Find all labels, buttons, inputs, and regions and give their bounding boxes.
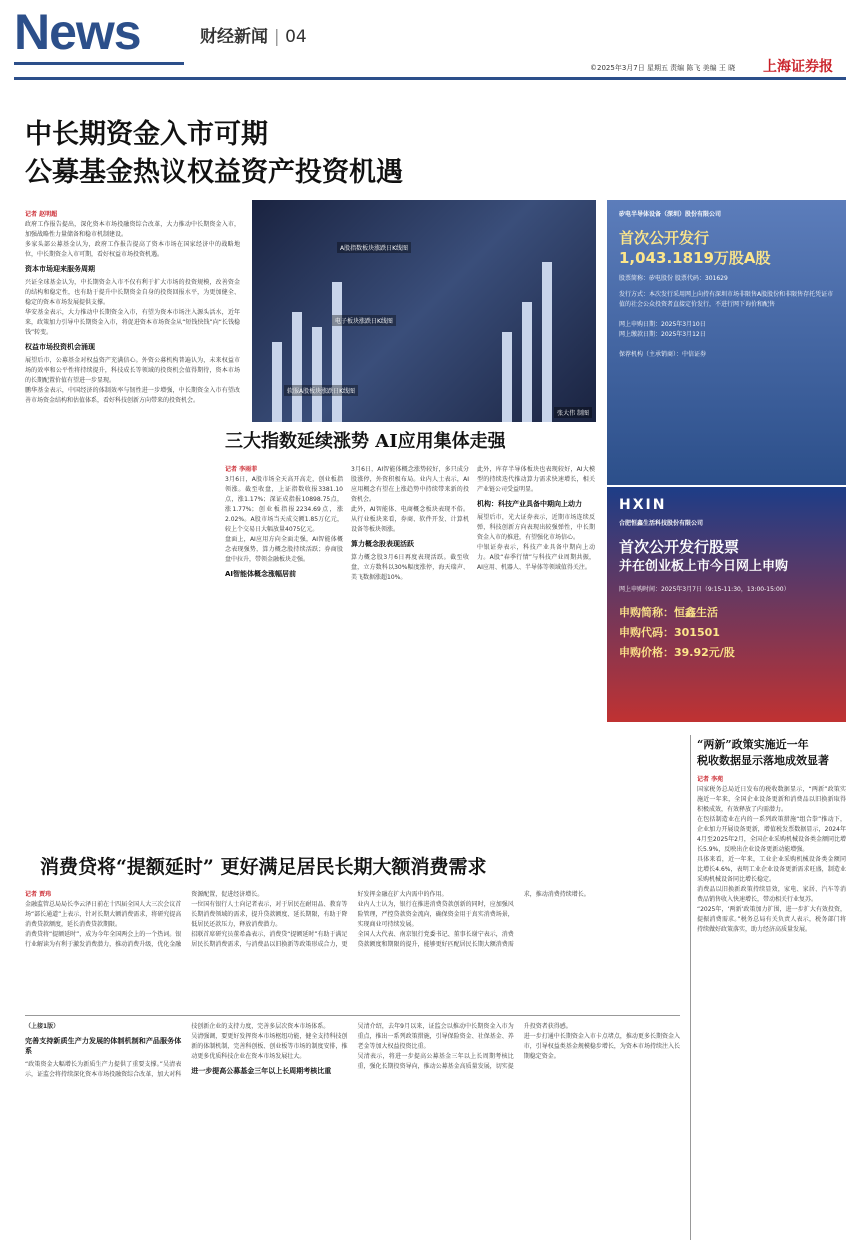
lead-story-body xyxy=(25,210,240,830)
ad-date: 网上缴款日期：2025年3月12日 xyxy=(619,331,706,338)
center-paragraph: 盘面上，AI应用方向全面走强，AI智能体概念表现强势，算力概念股持续活跃；券商股盘中拉升，带领金融板块走强。 xyxy=(225,536,343,563)
ad-issuer: 矽电半导体设备（深圳）股份有限公司 xyxy=(619,211,722,218)
bottom-label: （上接1版） xyxy=(25,1023,60,1030)
center-subhead: 算力概念股表现活跃 xyxy=(351,540,414,548)
section-divider xyxy=(25,1015,680,1016)
ad-date: 网上申购日期：2025年3月10日 xyxy=(619,321,706,328)
right-byline: 记者 李苑 xyxy=(697,776,724,783)
right-headline-line2: 税收数据显示落地成效显著 xyxy=(697,754,829,767)
lead-paragraph: 多家头部公募基金认为，政府工作报告提高了资本市场在国家经济中的战略地位，中长期资金入市可期，看好权益市场投资机遇。 xyxy=(25,241,240,258)
ad-issuer: 合肥恒鑫生活科技股份有限公司 xyxy=(619,520,704,527)
masthead-logo: News xyxy=(14,4,141,60)
consumer-paragraph: 金融监管总局局长李云泽日前在十四届全国人大三次会议首场“部长通道”上表示，针对长期大额消费需求，将研究提高消费贷款额度，延长消费贷款期限。 xyxy=(25,901,182,928)
consumer-paragraph: 业内人士认为，银行在推进消费贷款创新的同时，应加强风险管理，严控贷款资金流向，确保资金用于真实消费场景，实现商业可持续发展。 xyxy=(357,901,514,928)
ipo-ad-silicon xyxy=(607,200,846,485)
consumer-paragraph: 消费贷将“提额延时”，成为今年全国两会上的一个热词。银行业解读为有利于激发消费潜力，推动消费升级，优化金融资源配置，促进经济增长。 xyxy=(25,891,264,948)
bottom-subhead: 进一步提高公募基金三年以上长周期考核比重 xyxy=(191,1067,332,1075)
ad-price: 申购价格：39.92元/股 xyxy=(619,646,735,659)
date-line: ©2025年3月7日 星期五 责编 陈飞 美编 王 晓 xyxy=(590,64,736,72)
center-paragraph: 此外，AI智能体、电商概念板块表现不俗。从行业板块来看，券商、软件开发、计算机设备等板块领涨。 xyxy=(351,506,469,533)
lead-paragraph: 鹏华基金表示，中国经济的体制效率与韧性进一步增强，中长期资金入市有望改善市场资金结构和估值体系，看好科技创新方向带来的投资机会。 xyxy=(25,387,240,404)
bottom-subhead: 完善支持新质生产力发展的体制机制和产品服务体系 xyxy=(25,1037,182,1055)
center-subhead: 机构：科技产业具备中期向上动力 xyxy=(477,500,582,508)
ad-stock-name: 申购简称：恒鑫生活 xyxy=(619,606,718,619)
center-byline: 记者 李雨菲 xyxy=(225,466,258,473)
center-paragraph: 中银证券表示，科技产业具备中期向上动力。A股“春季行情”与科技产业周期共振，AI应用、机器人、半导体等领域值得关注。 xyxy=(477,544,595,571)
consumer-paragraph: 全国人大代表、南京银行党委书记、董事长谢宁表示，消费贷款额度和期限的提升，能够更好匹配居民长期大额消费需求，推动消费持续增长。 xyxy=(357,891,590,948)
consumer-paragraph: 招联首席研究员董希淼表示，消费贷“提额延时”有助于满足居民长期消费需求，与消费品以旧换新等政策形成合力，更好发挥金融在扩大内需中的作用。 xyxy=(191,891,448,948)
right-headline-line1: “两新”政策实施近一年 xyxy=(697,738,809,751)
bottom-paragraph: 吴清强调，要更好发挥资本市场枢纽功能，健全支持科技创新的体制机制，完善科创板、创业板等市场的制度安排，推动更多优质科技企业在资本市场发展壮大。 xyxy=(191,1033,348,1060)
right-paragraph: 消费品以旧换新政策持续显效，家电、家居、汽车等消费品销售收入快速增长，带动相关行业复苏。 xyxy=(697,886,846,903)
paper-logo: 上海证券报 xyxy=(763,59,833,75)
ad-underwriter: 保荐机构（主承销商）：中信证券 xyxy=(619,351,707,358)
market-graphic xyxy=(252,200,596,422)
ad-offer-line: 首次公开发行 xyxy=(619,229,710,247)
graphic-credit: 张大伟 制图 xyxy=(554,407,592,418)
lead-headline-line1: 中长期资金入市可期 xyxy=(25,119,268,150)
graphic-caption: 软服A股板块涨跌日K线图 xyxy=(284,385,358,396)
right-story-body xyxy=(697,775,846,1240)
center-story-body xyxy=(225,465,595,835)
column-divider xyxy=(690,735,691,1240)
center-paragraph: 展望后市，光大证券表示，近期市场连续反弹，科技创新方向表现出较强弹性，中长期资金入市的推进，有望强化市场信心。 xyxy=(477,514,595,541)
center-paragraph: 此外，库存半导体板块也表现较好，AI大模型的持续迭代推动算力需求快速增长，相关产业链公司受益明显。 xyxy=(477,466,595,493)
lead-subhead: 资本市场迎来服务周期 xyxy=(25,265,95,273)
ad-offer-line: 并在创业板上市今日网上申购 xyxy=(619,559,789,574)
section-title: 财经新闻 | 04 xyxy=(200,27,307,47)
lead-byline: 记者 赵明超 xyxy=(25,211,58,218)
ad-details: 发行方式：本次发行采用网上向持有深圳市场非限售A股股份和非限售存托凭证市值的社会公众投资者直接定价发行，不进行网下询价和配售 xyxy=(619,291,834,308)
ad-offer-line: 1,043.1819万股A股 xyxy=(619,249,771,267)
ad-offer-line: 首次公开发行股票 xyxy=(619,538,740,556)
bottom-paragraph: 进一步打通中长期资金入市卡点堵点，推动更多长期资金入市，引导权益类基金规模稳步增长，为资本市场持续注入长期稳定资金。 xyxy=(523,1033,680,1060)
lead-subhead: 权益市场投资机会涌现 xyxy=(25,343,95,351)
center-paragraph: 3月6日，AI智能体概念涨势较好，多只成分股涨停，外资积极布局。业内人士表示，AI应用概念有望在上涨趋势中持续带来新的投资机会。 xyxy=(351,466,469,503)
consumer-byline: 记者 贾玮 xyxy=(25,891,52,898)
center-paragraph: 3月6日，A股市场全天高开高走，创业板指领涨。截至收盘，上证指数收报3381.10点，涨1.17%；深证成指报10898.75点，涨1.77%；创业板指报2234.69点，涨2.02%。A股市场当天成交额1.85万亿元，较上个交易日大幅放量4075亿元。 xyxy=(225,476,343,533)
bottom-story-body xyxy=(25,1022,680,1242)
right-paragraph: 具体来看，近一年来，工业企业采购机械设备类金额同比增长4.6%，表明工业企业设备更新需求旺盛，制造业采购机械设备同比增长稳定。 xyxy=(697,856,846,883)
right-paragraph: “2025年，‘两新’政策加力扩围，进一步扩大有效投资，提振消费需求。”税务总局有关负责人表示，税务部门将持续做好政策落实，助力经济高质量发展。 xyxy=(697,906,846,933)
bottom-paragraph: “政策资金大幅增长为新质生产力提供了重要支撑。”吴清表示，证监会将持续深化资本市场投融资综合改革，加大对科技创新企业的支持力度，完善多层次资本市场体系。 xyxy=(25,1023,330,1078)
consumer-headline: 消费贷将“提额延时” 更好满足居民长期大额消费需求 xyxy=(40,856,487,878)
ad-date: 网上申购时间：2025年3月7日（9:15-11:30，13:00-15:00） xyxy=(619,586,790,593)
lead-paragraph: 华安基金表示，大力推动中长期资金入市，有望为资本市场注入源头活水，近年来，政策加力引导中长期资金入市，将促进资本市场资金从“短钱快钱”向“长钱稳钱”转变。 xyxy=(25,309,240,336)
graphic-caption: A股指数板块涨跌日K线图 xyxy=(337,242,411,253)
graphic-caption: 电子板块涨跌日K线图 xyxy=(332,315,396,326)
page-number: 04 xyxy=(285,27,307,47)
center-paragraph: 算力概念股3月6日再度表现活跃。截至收盘，立方数科以30%幅度涨停，海天瑞声、美飞数据涨超10%。 xyxy=(351,554,469,581)
ad-brand-logo: HXIN xyxy=(619,497,667,513)
right-paragraph: 国家税务总局近日发布的税收数据显示，“两新”政策实施近一年来，全国企业设备更新和消费品以旧换新取得积极成效，有效释放了内需潜力。 xyxy=(697,786,846,813)
lead-paragraph: 政府工作报告提出，深化资本市场投融资综合改革，大力推动中长期资金入市，加强战略性力量储备和稳市机制建设。 xyxy=(25,221,240,238)
bottom-paragraph: 吴清表示，将进一步提高公募基金三年以上长周期考核比重，强化长期投资导向，推动公募基金高质量发展，切实提升投资者获得感。 xyxy=(357,1023,572,1070)
consumer-paragraph: 一位国有银行人士向记者表示，对于居民在耐用品、教育等长期消费领域的需求，提升贷款额度、延长期限，有助于降低居民还款压力，释放消费潜力。 xyxy=(191,901,348,928)
ad-stock-info: 股票简称：矽电股份 股票代码：301629 xyxy=(619,275,728,282)
center-headline: 三大指数延续涨势 AI应用集体走强 xyxy=(225,431,506,452)
right-headline xyxy=(697,737,829,769)
center-subhead: AI智能体概念涨幅居前 xyxy=(225,570,297,578)
top-rule xyxy=(14,77,846,80)
section-name: 财经新闻 xyxy=(200,27,268,47)
ipo-ad-hengxin xyxy=(607,487,846,722)
bottom-paragraph: 吴清介绍，去年9月以来，证监会以推动中长期资金入市为重点，推出一系列政策措施，引导保险资金、社保基金、养老金等加大权益投资比重。 xyxy=(357,1023,514,1050)
consumer-story-body xyxy=(25,890,680,1010)
lead-paragraph: 展望后市，公募基金对权益资产充满信心。外资公募机构普遍认为，未来权益市场的效率和公平性将持续提升，科技成长等领域的投资机会值得期待，资本市场的长期配置价值有望进一步显现。 xyxy=(25,357,240,384)
lead-headline-line2: 公募基金热议权益资产投资机遇 xyxy=(25,157,403,188)
lead-headline xyxy=(25,116,403,192)
right-paragraph: 在包括制造业在内的一系列政策措施“组合拳”推动下，企业加力开展设备更新，增值税发票数据显示，2024年4月至2025年2月，全国企业采购机械设备类金额同比增长5.9%，反映出企业设备更新动能增强。 xyxy=(697,816,846,853)
lead-paragraph: 兴证全球基金认为，中长期资金入市不仅有利于扩大市场的投资规模，改善资金的结构和稳定性，也有助于提升中长期资金自身的投资回报水平，为更加健全、稳定的资本市场发展提供支撑。 xyxy=(25,279,240,306)
masthead-underline xyxy=(14,62,184,65)
ad-stock-code: 申购代码：301501 xyxy=(619,626,720,639)
